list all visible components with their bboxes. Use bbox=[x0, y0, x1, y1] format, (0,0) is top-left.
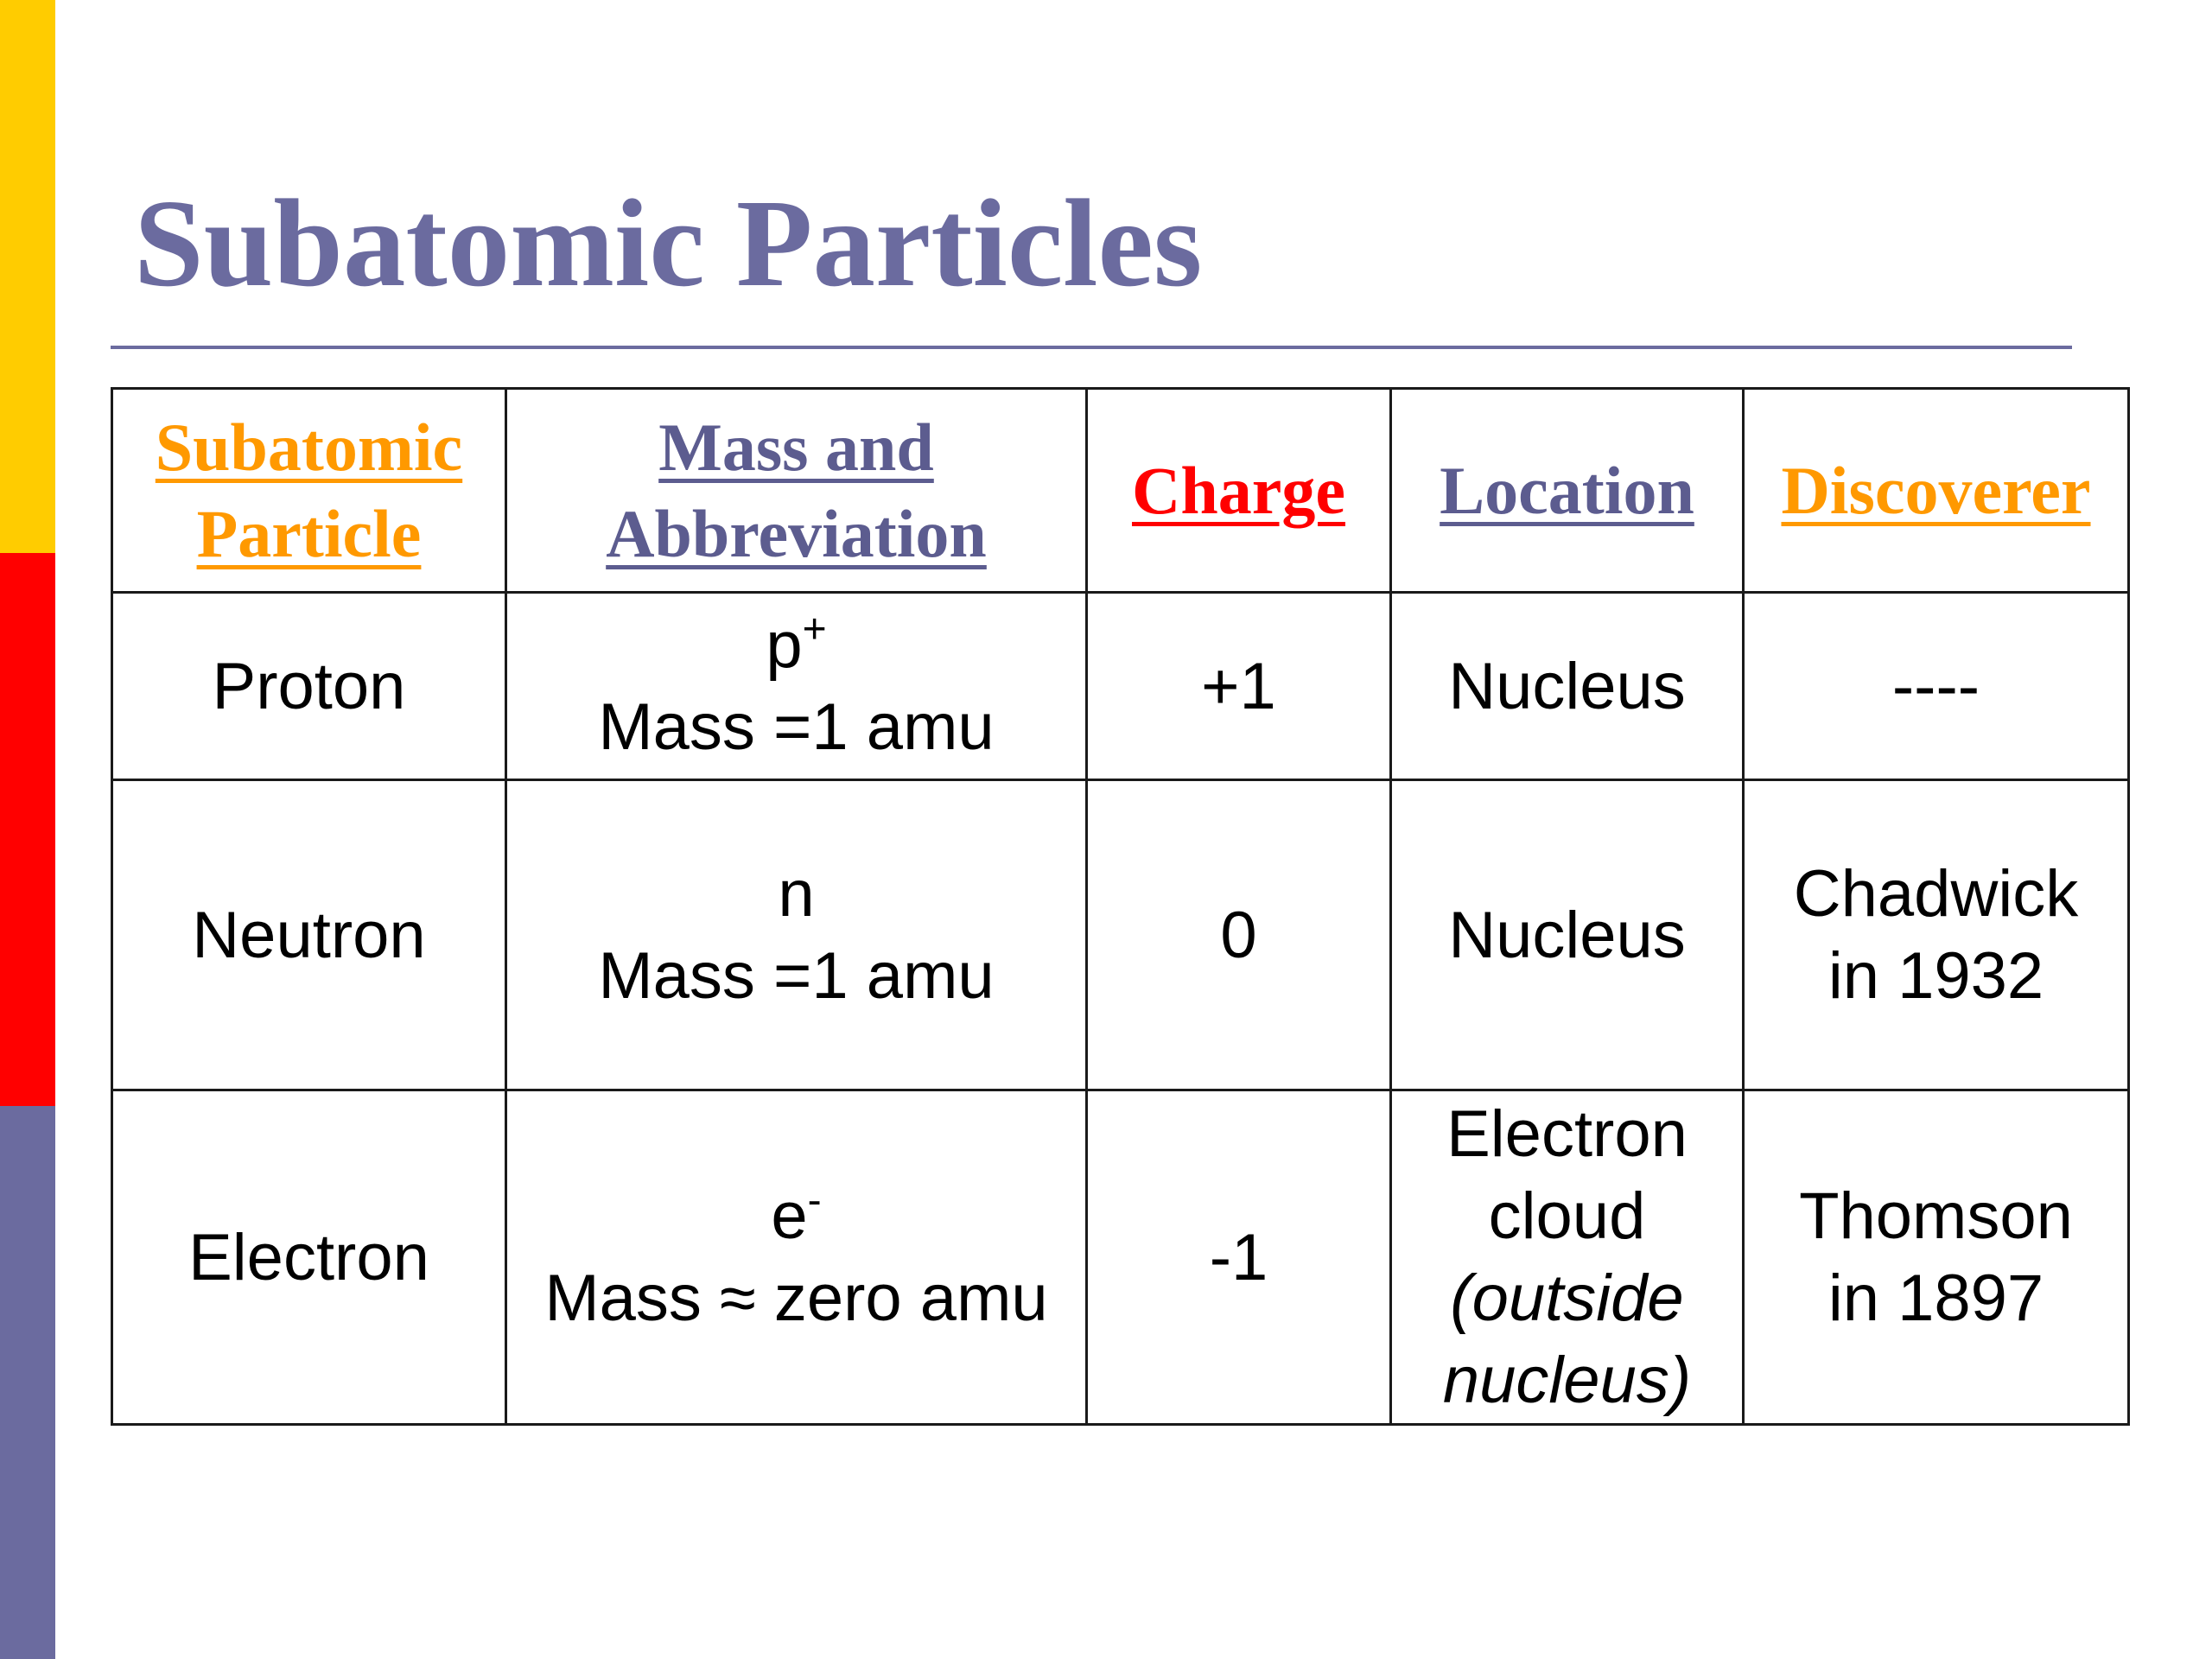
cell-particle: Neutron bbox=[112, 780, 506, 1090]
symbol-superscript: - bbox=[807, 1178, 822, 1224]
symbol-letter: e bbox=[771, 1179, 808, 1253]
cell-particle: Electron bbox=[112, 1090, 506, 1425]
header-location bbox=[1391, 389, 1744, 593]
discovery-year: in 1897 bbox=[1827, 1262, 2044, 1335]
location-line1: Electron bbox=[1446, 1097, 1688, 1171]
subatomic-particles-table bbox=[111, 387, 2130, 1426]
particle-symbol bbox=[507, 1175, 1085, 1257]
particle-mass: Mass =1 amu bbox=[598, 690, 995, 764]
particle-symbol bbox=[507, 604, 1085, 686]
header-subatomic-particle-line1: Subatomic bbox=[155, 409, 463, 485]
stripe-middle bbox=[0, 553, 55, 1106]
header-mass-abbreviation-line1: Mass and bbox=[658, 409, 934, 485]
stripe-bottom bbox=[0, 1106, 55, 1659]
header-mass-abbreviation-line2: Abbreviation bbox=[606, 495, 987, 571]
cell-charge: 0 bbox=[1087, 780, 1391, 1090]
cell-location: Nucleus bbox=[1391, 780, 1744, 1090]
slide-title: Subatomic Particles bbox=[134, 175, 1203, 313]
discoverer-name: Thomson bbox=[1799, 1179, 2073, 1253]
table-row-proton bbox=[112, 593, 2129, 780]
cell-mass-abbreviation bbox=[506, 593, 1087, 780]
title-underline-rule bbox=[111, 346, 2072, 349]
cell-charge: -1 bbox=[1087, 1090, 1391, 1425]
cell-mass-abbreviation bbox=[506, 780, 1087, 1090]
location-line2: cloud bbox=[1488, 1179, 1646, 1253]
table-header-row bbox=[112, 389, 2129, 593]
header-subatomic-particle-line2: Particle bbox=[196, 495, 422, 571]
cell-mass-abbreviation bbox=[506, 1090, 1087, 1425]
discoverer-name: Chadwick bbox=[1793, 857, 2079, 931]
table-row-neutron bbox=[112, 780, 2129, 1090]
header-location-label: Location bbox=[1440, 452, 1694, 528]
cell-discoverer bbox=[1744, 1090, 2129, 1425]
cell-charge: +1 bbox=[1087, 593, 1391, 780]
symbol-letter: p bbox=[766, 608, 803, 682]
header-discoverer bbox=[1744, 389, 2129, 593]
header-mass-abbreviation bbox=[506, 389, 1087, 593]
symbol-superscript: + bbox=[802, 607, 827, 652]
particle-symbol: n bbox=[778, 857, 815, 931]
particle-mass: Mass =1 amu bbox=[598, 939, 995, 1013]
cell-location: Nucleus bbox=[1391, 593, 1744, 780]
location-note-line1: (outside bbox=[1450, 1262, 1684, 1335]
discovery-year: in 1932 bbox=[1827, 939, 2044, 1013]
header-charge bbox=[1087, 389, 1391, 593]
table-row-electron bbox=[112, 1090, 2129, 1425]
cell-location bbox=[1391, 1090, 1744, 1425]
particle-mass: Mass ≈ zero amu bbox=[544, 1262, 1048, 1335]
cell-discoverer bbox=[1744, 780, 2129, 1090]
cell-particle: Proton bbox=[112, 593, 506, 780]
header-charge-label: Charge bbox=[1132, 452, 1345, 528]
cell-discoverer: ---- bbox=[1744, 593, 2129, 780]
stripe-top bbox=[0, 0, 55, 553]
location-note-line2: nucleus) bbox=[1442, 1344, 1692, 1417]
header-discoverer-label: Discoverer bbox=[1781, 452, 2091, 528]
header-subatomic-particle bbox=[112, 389, 506, 593]
